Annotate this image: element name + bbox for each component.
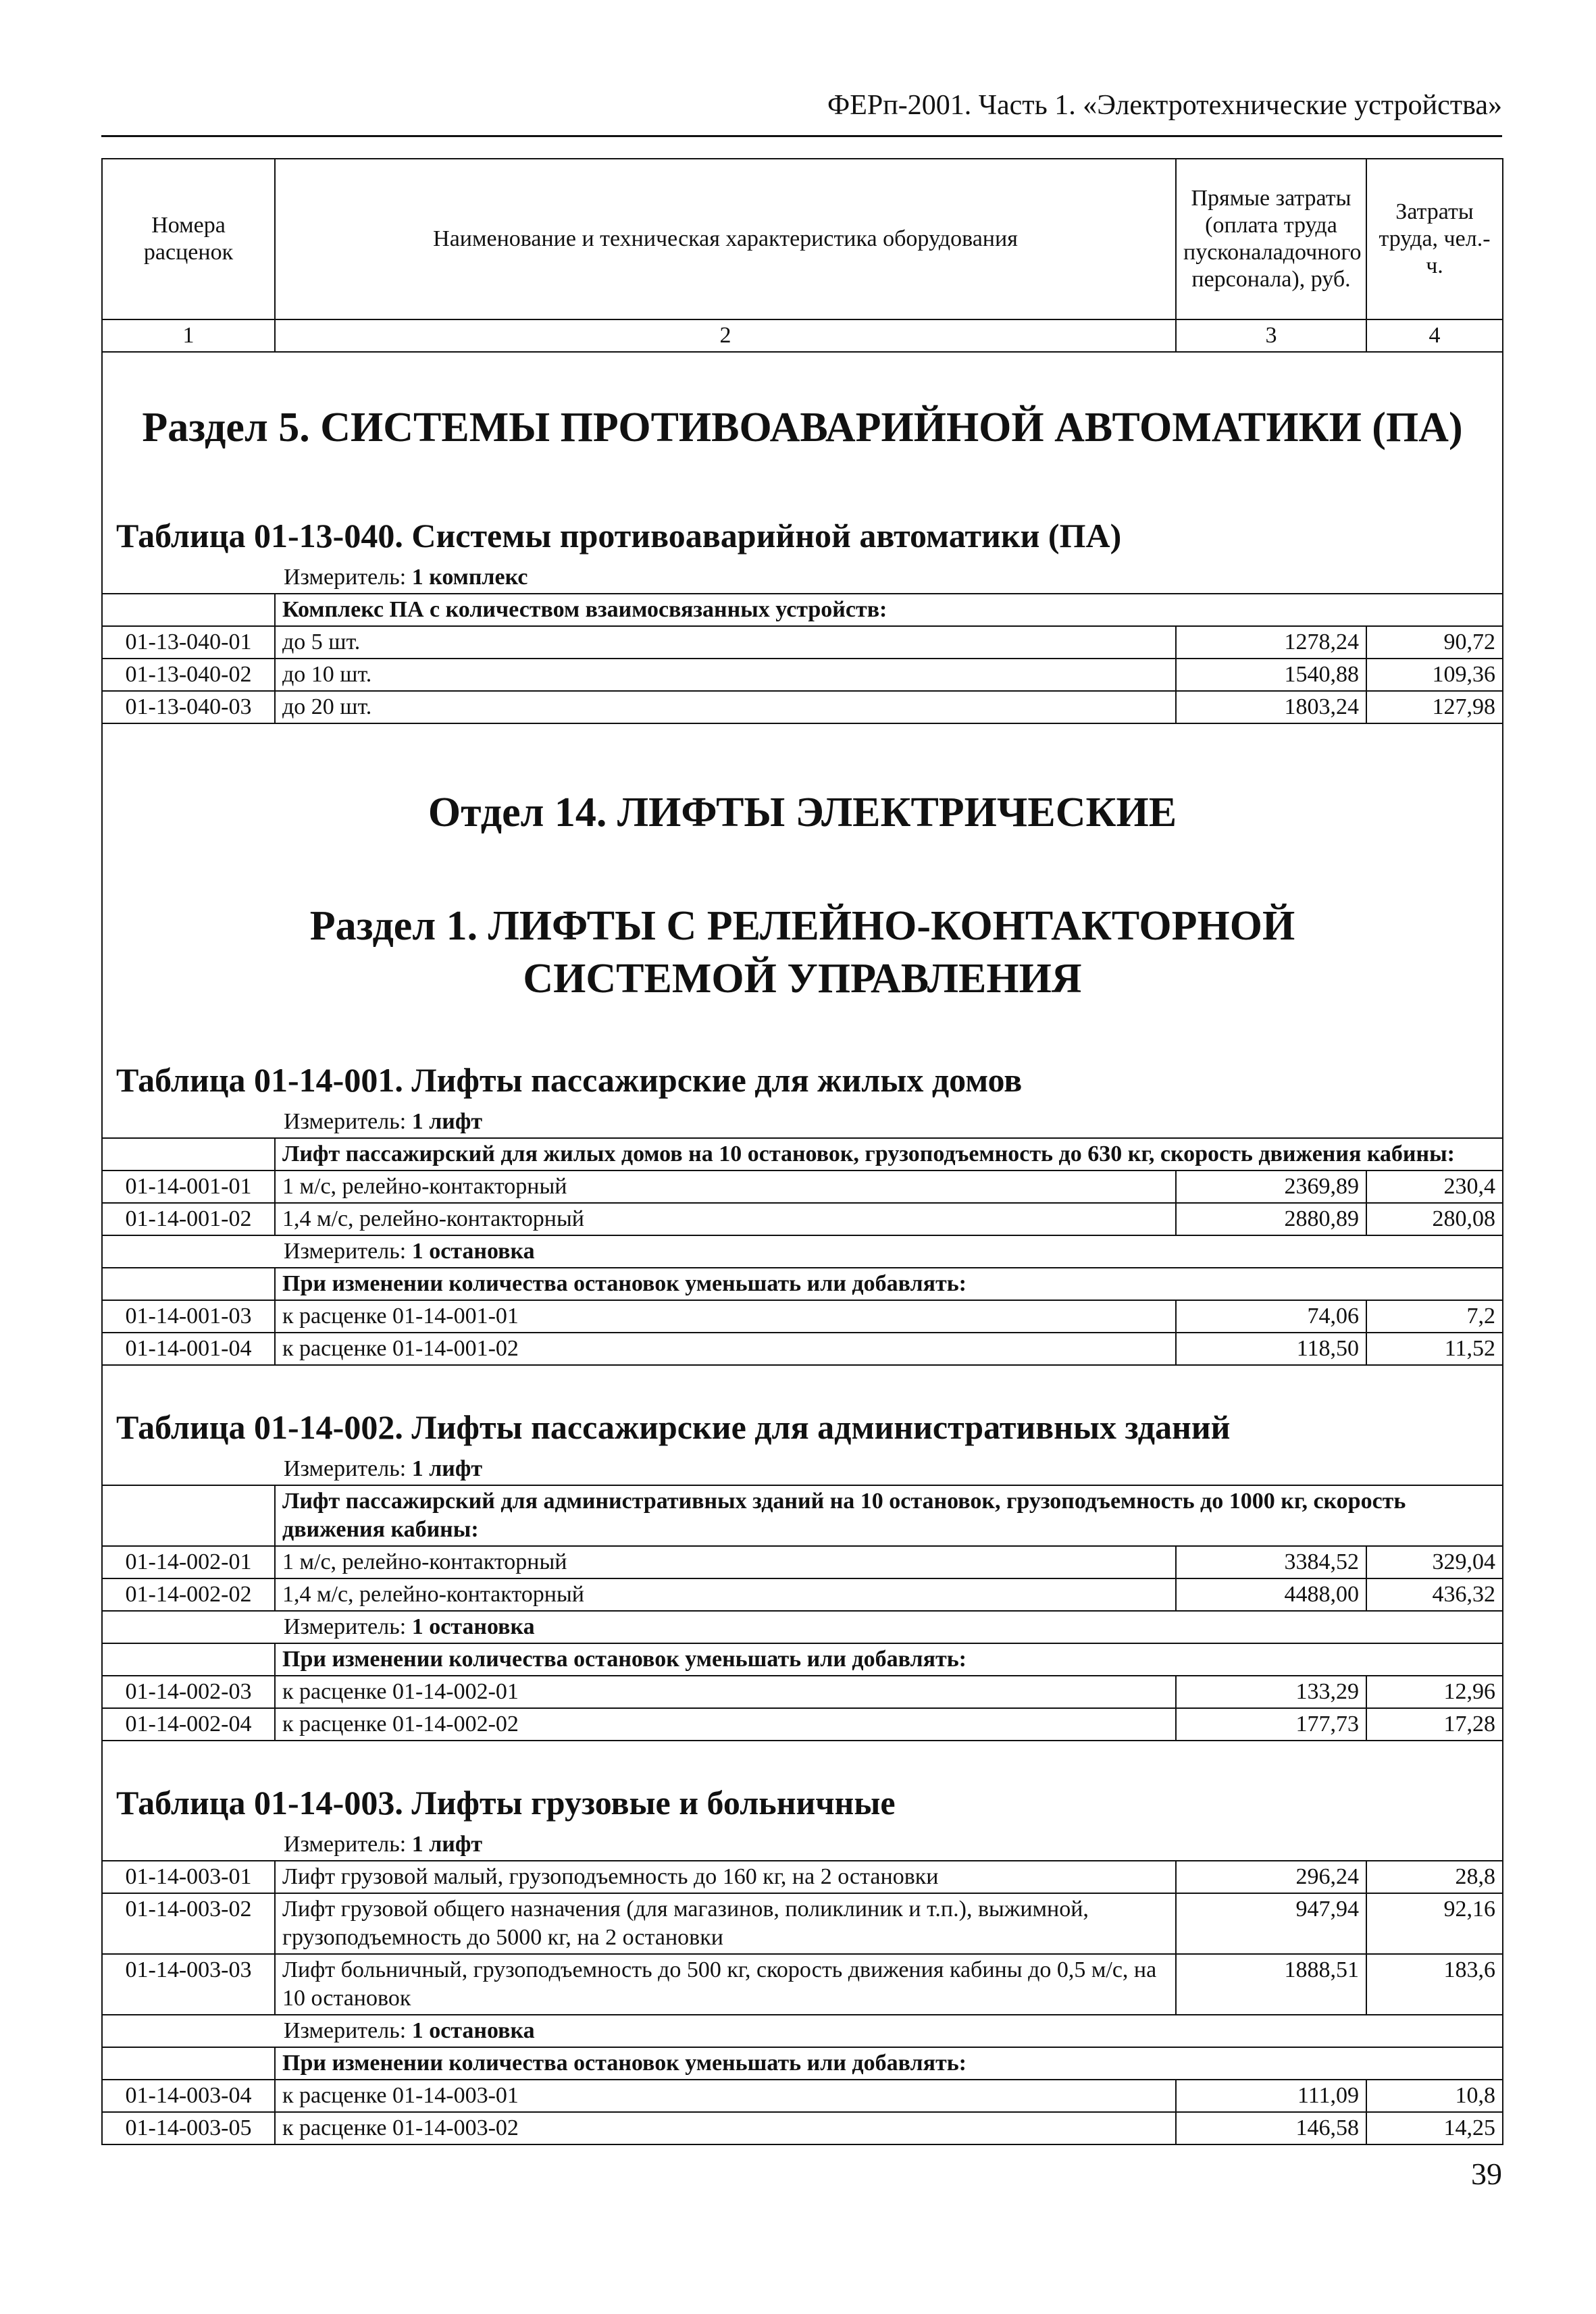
meter-label: Измеритель:: [284, 1239, 412, 1264]
rate-code: 01-14-002-01: [102, 1546, 275, 1578]
rate-cost: 177,73: [1176, 1708, 1366, 1741]
rate-cost: 146,58: [1176, 2112, 1366, 2144]
column-number: 4: [1366, 319, 1503, 352]
header-rule: [101, 135, 1502, 137]
running-header: ФЕРп-2001. Часть 1. «Электротехнические устройства»: [827, 90, 1502, 121]
rate-name: 1,4 м/с, релейно-контакторный: [275, 1203, 1176, 1235]
table-row: [102, 1203, 1503, 1235]
table-heading-row: [102, 494, 1503, 562]
column-number: 2: [275, 319, 1176, 352]
meter-label: Измеритель:: [284, 1614, 412, 1639]
rate-labor: 17,28: [1366, 1708, 1503, 1741]
table-row: [102, 1171, 1503, 1203]
column-header-name: Наименование и техническая характеристика оборудования: [275, 159, 1176, 319]
table-row: [102, 1893, 1503, 1954]
meter-value: 1 лифт: [411, 1456, 483, 1481]
rate-code: 01-14-003-04: [102, 2080, 275, 2112]
table-row: [102, 1546, 1503, 1578]
table-title: Таблица 01-14-002. Лифты пассажирские для административных зданий: [102, 1365, 1503, 1454]
meter-row: [102, 2015, 1503, 2047]
rate-code: 01-14-001-02: [102, 1203, 275, 1235]
rate-labor: 436,32: [1366, 1578, 1503, 1611]
table-row: [102, 1861, 1503, 1893]
table-title: Таблица 01-14-003. Лифты грузовые и больничные: [102, 1741, 1503, 1829]
meter-row: [102, 1829, 1503, 1861]
table-row: [102, 691, 1503, 723]
rate-labor: 14,25: [1366, 2112, 1503, 2144]
rate-code: 01-14-003-02: [102, 1893, 275, 1954]
rate-labor: 90,72: [1366, 626, 1503, 659]
rate-name: к расценке 01-14-003-02: [275, 2112, 1176, 2144]
group-label: При изменении количества остановок уменьшать или добавлять:: [275, 2047, 1503, 2080]
rate-cost: 1278,24: [1176, 626, 1366, 659]
table-row: [102, 1676, 1503, 1708]
rate-cost: 2369,89: [1176, 1171, 1366, 1203]
rate-cost: 296,24: [1176, 1861, 1366, 1893]
group-label: Комплекс ПА с количеством взаимосвязанных устройств:: [275, 594, 1503, 626]
rate-labor: 7,2: [1366, 1300, 1503, 1333]
rate-name: 1 м/с, релейно-контакторный: [275, 1546, 1176, 1578]
rate-name: к расценке 01-14-002-01: [275, 1676, 1176, 1708]
meter-label: Измеритель:: [284, 565, 412, 590]
rate-labor: 280,08: [1366, 1203, 1503, 1235]
group-row: [102, 1643, 1503, 1676]
rate-labor: 127,98: [1366, 691, 1503, 723]
group-row: [102, 1268, 1503, 1300]
rate-cost: 1803,24: [1176, 691, 1366, 723]
table-row: [102, 1578, 1503, 1611]
rate-name: до 20 шт.: [275, 691, 1176, 723]
table-title: Таблица 01-13-040. Системы противоаварийной автоматики (ПА): [102, 494, 1503, 562]
rate-code: 01-14-001-04: [102, 1333, 275, 1365]
table-heading-row: [102, 1039, 1503, 1106]
meter-value: 1 остановка: [411, 1614, 535, 1639]
meter-row: [102, 1611, 1503, 1643]
rate-name: Лифт грузовой общего назначения (для магазинов, поликлиник и т.п.), выжимной, грузоподъемность до 5000 кг, на 2 остановки: [275, 1893, 1176, 1954]
section-heading-row: [102, 859, 1503, 1039]
rate-labor: 183,6: [1366, 1954, 1503, 2015]
section-heading-row: [102, 352, 1503, 494]
rate-cost: 4488,00: [1176, 1578, 1366, 1611]
rate-name: Лифт грузовой малый, грузоподъемность до 160 кг, на 2 остановки: [275, 1861, 1176, 1893]
rate-name: до 10 шт.: [275, 659, 1176, 691]
table-row: [102, 1954, 1503, 2015]
rate-name: к расценке 01-14-003-01: [275, 2080, 1176, 2112]
page-number: 39: [1471, 2157, 1502, 2191]
table-heading-row: [102, 1365, 1503, 1454]
column-header-direct-cost: Прямые затраты (оплата труда пусконаладочного персонала), руб.: [1176, 159, 1366, 319]
rate-code: 01-14-002-03: [102, 1676, 275, 1708]
rate-name: Лифт больничный, грузоподъемность до 500 кг, скорость движения кабины до 0,5 м/с, на 10 остановок: [275, 1954, 1176, 2015]
rate-cost: 74,06: [1176, 1300, 1366, 1333]
rate-labor: 230,4: [1366, 1171, 1503, 1203]
group-row: [102, 2047, 1503, 2080]
meter-row: [102, 1106, 1503, 1138]
rate-labor: 11,52: [1366, 1333, 1503, 1365]
meter-value: 1 лифт: [411, 1109, 483, 1134]
meter-row: [102, 1454, 1503, 1485]
rate-labor: 10,8: [1366, 2080, 1503, 2112]
meter-label: Измеритель:: [284, 1456, 412, 1481]
rates-table: [101, 158, 1503, 2145]
meter-label: Измеритель:: [284, 1109, 412, 1134]
rate-cost: 2880,89: [1176, 1203, 1366, 1235]
table-heading-row: [102, 1741, 1503, 1829]
group-row: [102, 1485, 1503, 1546]
meter-label: Измеритель:: [284, 2018, 412, 2043]
rate-cost: 1888,51: [1176, 1954, 1366, 2015]
rate-code: 01-14-003-03: [102, 1954, 275, 2015]
rate-labor: 12,96: [1366, 1676, 1503, 1708]
rate-labor: 28,8: [1366, 1861, 1503, 1893]
group-label: Лифт пассажирский для административных зданий на 10 остановок, грузоподъемность до 1000 кг, скорость движения кабины:: [275, 1485, 1503, 1546]
table-row: [102, 626, 1503, 659]
rate-labor: 109,36: [1366, 659, 1503, 691]
rate-name: до 5 шт.: [275, 626, 1176, 659]
rate-name: 1,4 м/с, релейно-контакторный: [275, 1578, 1176, 1611]
group-label: При изменении количества остановок уменьшать или добавлять:: [275, 1268, 1503, 1300]
meter-value: 1 остановка: [411, 2018, 535, 2043]
rate-cost: 1540,88: [1176, 659, 1366, 691]
meter-value: 1 комплекс: [411, 565, 528, 590]
rate-cost: 947,94: [1176, 1893, 1366, 1954]
table-title: Таблица 01-14-001. Лифты пассажирские для жилых домов: [102, 1039, 1503, 1106]
column-number-row: [102, 319, 1503, 352]
rate-code: 01-14-003-05: [102, 2112, 275, 2144]
rate-name: к расценке 01-14-002-02: [275, 1708, 1176, 1741]
meter-row: [102, 1235, 1503, 1268]
table-row: [102, 2112, 1503, 2144]
table-row: [102, 2080, 1503, 2112]
section-title: Раздел 1. ЛИФТЫ С РЕЛЕЙНО-КОНТАКТОРНОЙ СИСТЕМОЙ УПРАВЛЕНИЯ: [102, 859, 1503, 1039]
rate-cost: 111,09: [1176, 2080, 1366, 2112]
meter-value: 1 остановка: [411, 1239, 535, 1264]
table-row: [102, 659, 1503, 691]
rate-name: 1 м/с, релейно-контакторный: [275, 1171, 1176, 1203]
table-row: [102, 1300, 1503, 1333]
meter-row: [102, 562, 1503, 594]
rate-labor: 329,04: [1366, 1546, 1503, 1578]
group-label: При изменении количества остановок уменьшать или добавлять:: [275, 1643, 1503, 1676]
rate-code: 01-14-001-01: [102, 1171, 275, 1203]
rate-cost: 133,29: [1176, 1676, 1366, 1708]
meter-label: Измеритель:: [284, 1832, 412, 1857]
department-title: Отдел 14. ЛИФТЫ ЭЛЕКТРИЧЕСКИЕ: [102, 723, 1503, 859]
rate-cost: 3384,52: [1176, 1546, 1366, 1578]
column-number: 3: [1176, 319, 1366, 352]
rate-code: 01-14-002-02: [102, 1578, 275, 1611]
column-header-labor: Затраты труда, чел.-ч.: [1366, 159, 1503, 319]
group-row: [102, 594, 1503, 626]
column-number: 1: [102, 319, 275, 352]
rate-labor: 92,16: [1366, 1893, 1503, 1954]
rate-code: 01-14-001-03: [102, 1300, 275, 1333]
rate-name: к расценке 01-14-001-01: [275, 1300, 1176, 1333]
group-row: [102, 1138, 1503, 1171]
table-row: [102, 1708, 1503, 1741]
rate-cost: 118,50: [1176, 1333, 1366, 1365]
column-header-codes: Номера расценок: [102, 159, 275, 319]
department-heading-row: [102, 723, 1503, 859]
table-row: [102, 1333, 1503, 1365]
section-title: Раздел 5. СИСТЕМЫ ПРОТИВОАВАРИЙНОЙ АВТОМАТИКИ (ПА): [102, 352, 1503, 494]
meter-value: 1 лифт: [411, 1832, 483, 1857]
rate-code: 01-13-040-02: [102, 659, 275, 691]
rate-name: к расценке 01-14-001-02: [275, 1333, 1176, 1365]
rate-code: 01-14-002-04: [102, 1708, 275, 1741]
rate-code: 01-13-040-01: [102, 626, 275, 659]
rate-code: 01-13-040-03: [102, 691, 275, 723]
column-header-row: [102, 159, 1503, 319]
document-body: [101, 158, 1502, 2145]
group-label: Лифт пассажирский для жилых домов на 10 остановок, грузоподъемность до 630 кг, скорость движения кабины:: [275, 1138, 1503, 1171]
rate-code: 01-14-003-01: [102, 1861, 275, 1893]
